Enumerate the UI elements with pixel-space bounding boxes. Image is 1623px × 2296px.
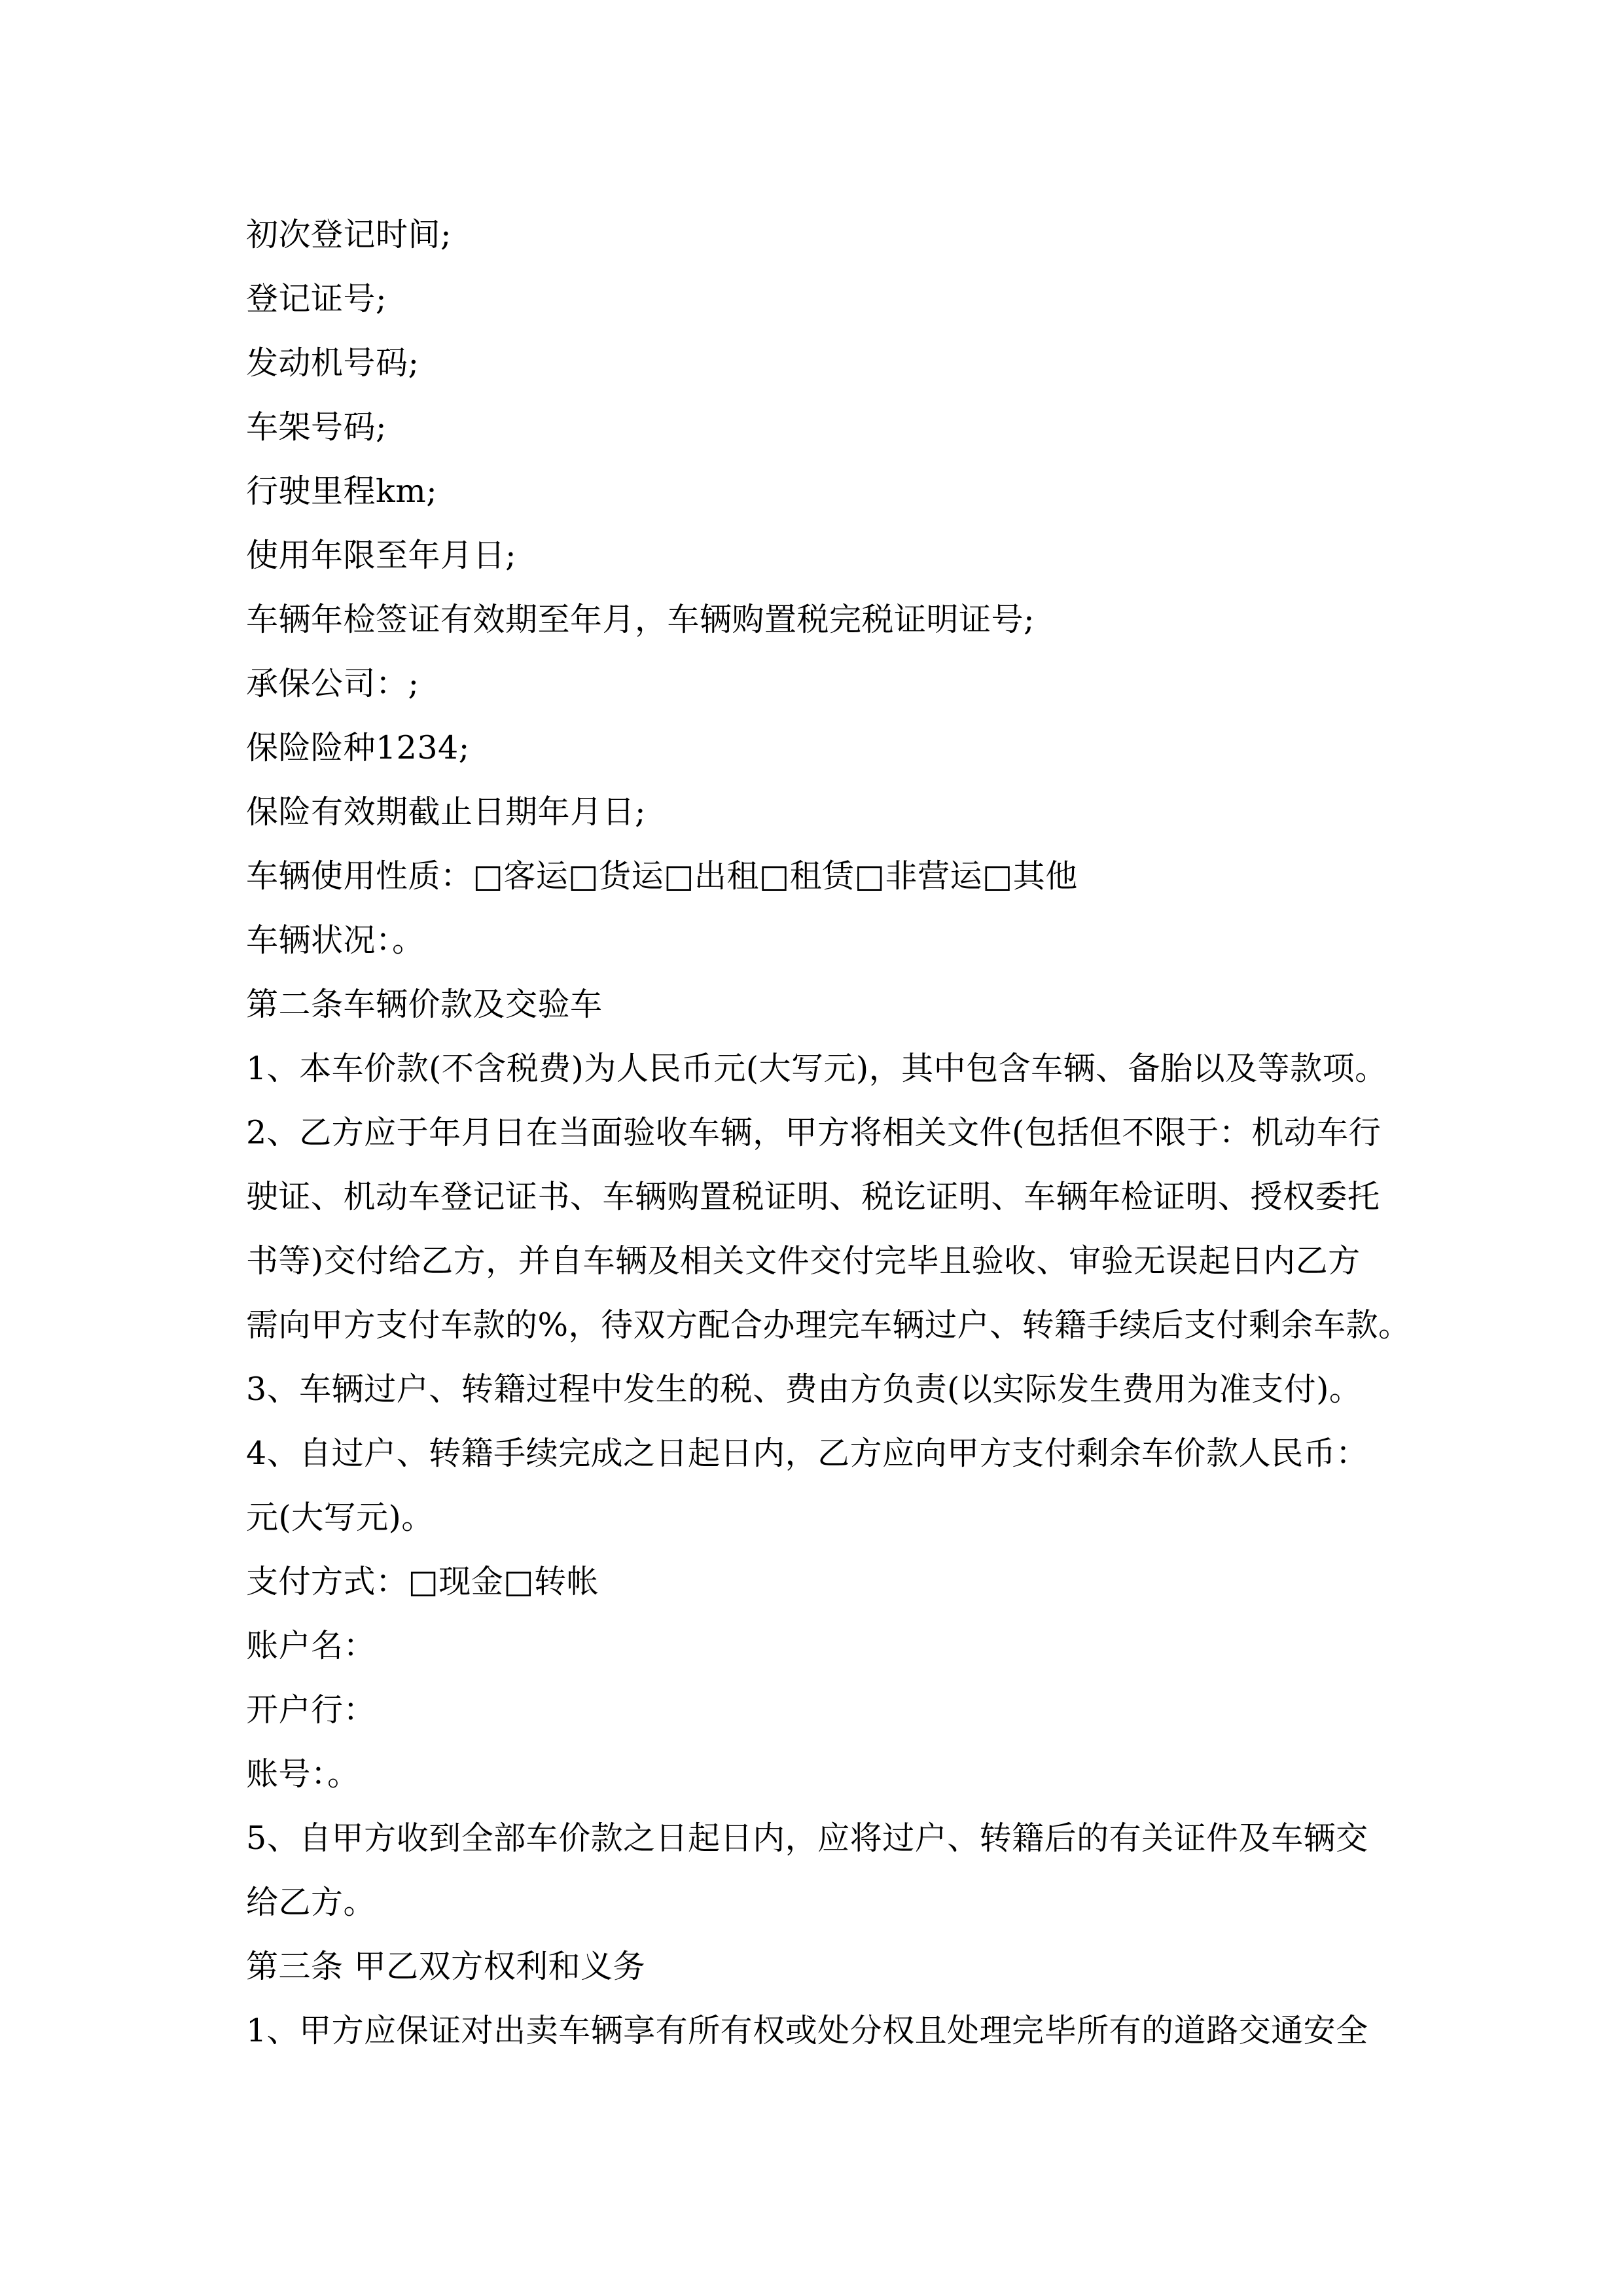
text-line: 驶证、机动车登记证书、车辆购置税证明、税讫证明、车辆年检证明、授权委托 bbox=[246, 1178, 1380, 1215]
text-line: 1、本车价款(不含税费)为人民币元(大写元)，其中包含车辆、备胎以及等款项。 bbox=[246, 1050, 1387, 1087]
text-line: 承保公司：; bbox=[246, 665, 419, 702]
text-line: 登记证号; bbox=[246, 280, 387, 317]
text-line: 给乙方。 bbox=[246, 1884, 376, 1921]
section-heading: 第二条车辆价款及交验车 bbox=[246, 986, 603, 1023]
text-line: 2、乙方应于年月日在当面验收车辆，甲方将相关文件(包括但不限于：机动车行 bbox=[246, 1114, 1382, 1151]
text-line: 账户名： bbox=[246, 1627, 376, 1664]
document-body bbox=[246, 203, 1411, 2063]
text-line: 3、车辆过户、转籍过程中发生的税、费由方负责(以实际发生费用为准支付)。 bbox=[246, 1371, 1362, 1408]
text-line: 车辆年检签证有效期至年月，车辆购置税完税证明证号; bbox=[246, 601, 1035, 638]
text-line: 保险有效期截止日期年月日; bbox=[246, 793, 647, 831]
text-line: 4、自过户、转籍手续完成之日起日内，乙方应向甲方支付剩余车价款人民币： bbox=[246, 1435, 1368, 1472]
text-line: 5、自甲方收到全部车价款之日起日内，应将过户、转籍后的有关证件及车辆交 bbox=[246, 1820, 1368, 1857]
text-line: 开户行： bbox=[246, 1691, 376, 1729]
text-line: 保险险种1234; bbox=[246, 729, 470, 766]
section-heading: 第三条 甲乙双方权利和义务 bbox=[246, 1948, 646, 1985]
text-line: 车辆使用性质：□客运□货运□出租□租赁□非营运□其他 bbox=[246, 857, 1078, 895]
text-line: 行驶里程km; bbox=[246, 473, 438, 510]
text-line: 账号：。 bbox=[246, 1755, 360, 1793]
text-line: 使用年限至年月日; bbox=[246, 537, 517, 574]
text-line: 初次登记时间; bbox=[246, 216, 452, 253]
text-line: 书等)交付给乙方，并自车辆及相关文件交付完毕且验收、审验无误起日内乙方 bbox=[246, 1242, 1361, 1280]
text-line: 1、甲方应保证对出卖车辆享有所有权或处分权且处理完毕所有的道路交通安全 bbox=[246, 2012, 1368, 2049]
text-line: 支付方式：□现金□转帐 bbox=[246, 1563, 599, 1600]
text-line: 车辆状况：。 bbox=[246, 922, 425, 959]
text-line: 元(大写元)。 bbox=[246, 1499, 434, 1536]
text-line: 需向甲方支付车款的%，待双方配合办理完车辆过户、转籍手续后支付剩余车款。 bbox=[246, 1306, 1411, 1344]
text-line: 发动机号码; bbox=[246, 344, 419, 382]
text-line: 车架号码; bbox=[246, 408, 387, 446]
